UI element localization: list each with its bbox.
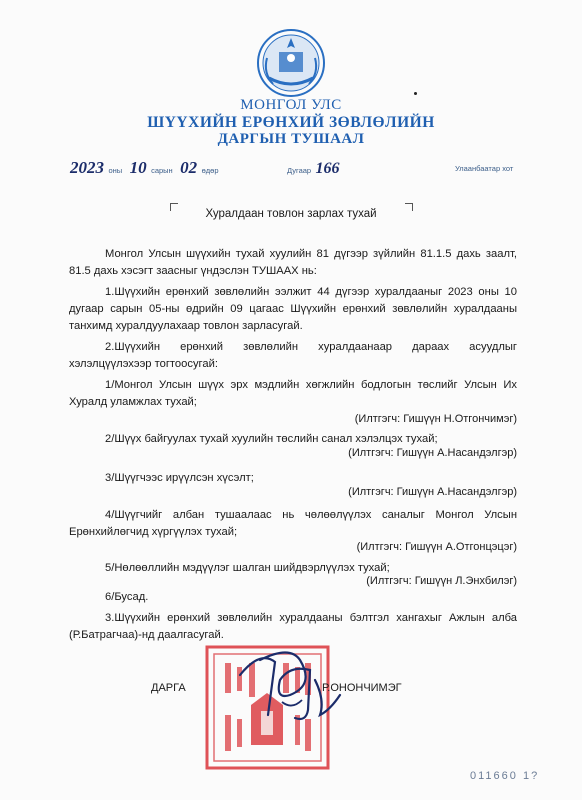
- agenda-item-5: 5/Нөлөөллийн мэдүүлэг шалган шийдвэрлүүлэх тухай;: [105, 562, 390, 574]
- agenda-speaker-2: (Илтгэгч: Гишүүн А.Насандэлгэр): [348, 447, 517, 459]
- date-month-suffix: сарын: [151, 166, 173, 175]
- stray-mark: [414, 92, 417, 95]
- header-order-title: ДАРГЫН ТУШААЛ: [217, 131, 365, 147]
- order-number: [287, 160, 340, 178]
- item-1: 1.Шүүхийн ерөнхий зөвлөлийн ээлжит 44 дүгээр хуралдааныг 2023 оны 10 дугаар сарын 05-ны өдрийн 09 цагаас Шүүхийн ерөнхий зөвлөлийн хуралдааны танхимд хуралдуулахаар товлон зарласугай.: [69, 286, 517, 332]
- state-emblem-icon: [255, 28, 327, 98]
- signature-title: ДАРГА: [151, 682, 186, 694]
- item-2: 2.Шүүхийн ерөнхий зөвлөлийн хуралдаанаар дараах асуудлыг хэлэлцүүлэхээр тогтоосугай:: [69, 341, 517, 370]
- signature-name: Р.ОНОНЧИМЭГ: [322, 682, 402, 694]
- date-day-suffix: өдөр: [201, 166, 219, 175]
- item-3: 3.Шүүхийн ерөнхий зөвлөлийн хуралдааны бэлтгэл хангахыг Ажлын алба (Р.Батрагчаа)-нд даалгасугай.: [69, 612, 517, 641]
- header-council: ШҮҮХИЙН ЕРӨНХИЙ ЗӨВЛӨЛИЙН: [147, 114, 435, 131]
- number-label: Дугаар: [287, 166, 312, 175]
- date-line: [70, 158, 219, 178]
- serial-number: 011660 1?: [470, 770, 540, 782]
- agenda-item-4: 4/Шүүгчийг албан тушаалаас нь чөлөөлүүлэх саналыг Монгол Улсын Ерөнхийлөгчид хүргүүлэх тухай;: [69, 509, 517, 538]
- agenda-item-1: 1/Монгол Улсын шүүх эрх мэдлийн хөгжлийн бодлогын төслийг Улсын Их Хуралд уламжлах тухай;: [69, 379, 517, 408]
- agenda-speaker-3: (Илтгэгч: Гишүүн А.Насандэлгэр): [348, 486, 517, 498]
- agenda-item-2: 2/Шүүх байгуулах тухай хуулийн төслийн санал хэлэлцэх тухай;: [105, 433, 438, 445]
- date-year-suffix: оны: [108, 166, 123, 175]
- agenda-speaker-1: (Илтгэгч: Гишүүн Н.Отгончимэг): [354, 413, 517, 425]
- city: Улаанбаатар хот: [455, 164, 514, 173]
- agenda-speaker-5: (Илтгэгч: Гишүүн Л.Энхбилэг): [366, 575, 517, 587]
- subject-title: Хуралдаан товлон зарлах тухай: [205, 208, 377, 220]
- agenda-item-3: 3/Шүүгчээс ирүүлсэн хүсэлт;: [105, 472, 254, 484]
- preamble: Монгол Улсын шүүхийн тухай хуулийн 81 дүгээр зүйлийн 81.1.5 дахь заалт, 81.5 дахь хэсэгт заасныг үндэслэн ТУШААХ нь:: [69, 248, 517, 277]
- date-month: 10: [129, 158, 147, 177]
- agenda-speaker-4: (Илтгэгч: Гишүүн А.Отгонцэцэг): [356, 541, 517, 553]
- date-year: 2023: [70, 158, 104, 177]
- date-day: 02: [180, 158, 198, 177]
- agenda-item-6: 6/Бусад.: [105, 591, 149, 603]
- header-country: МОНГОЛ УЛС: [240, 97, 342, 113]
- number-value: 166: [315, 160, 340, 177]
